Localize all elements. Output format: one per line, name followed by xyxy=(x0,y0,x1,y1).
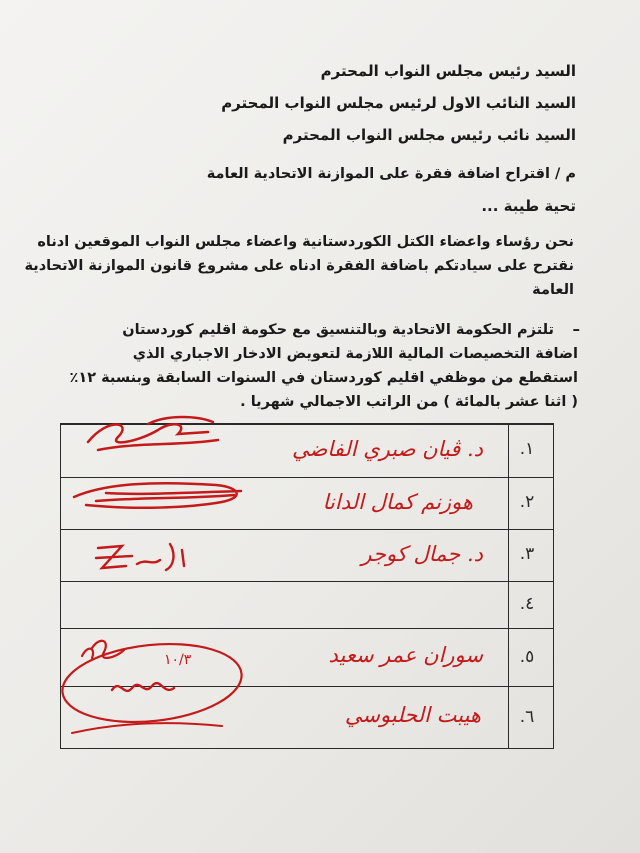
row-number: ٦. xyxy=(519,707,535,727)
row-number: ٢. xyxy=(519,492,535,512)
table-row xyxy=(61,581,553,628)
intro-line-2: نقترح على سيادتكم باضافة الفقرة ادناه على مشروع قانون الموازنة الاتحادية xyxy=(24,258,574,274)
row-number: ٣. xyxy=(519,544,535,564)
address-line-1: السيد رئيس مجلس النواب المحترم xyxy=(320,62,576,80)
row-number: ٤. xyxy=(519,594,535,614)
bullet-dash: – xyxy=(572,320,580,338)
signature-3 xyxy=(92,536,202,580)
clause-line-2: اضافة التخصيصات المالية اللازمة لتعويض الادخار الاجباري الذي xyxy=(132,346,578,362)
signer-name: سوران عمر سعيد xyxy=(328,643,483,667)
clause-line-3: استقطع من موظفي اقليم كوردستان في السنوات السابقة وبنسبة ١٢٪ xyxy=(69,370,578,386)
greeting: تحية طيبة ... xyxy=(481,197,576,215)
clause-line-1: تلتزم الحكومة الاتحادية وبالتنسيق مع حكومة اقليم كوردستان xyxy=(122,322,554,338)
address-line-3: السيد نائب رئيس مجلس النواب المحترم xyxy=(282,126,576,144)
row-number: ١. xyxy=(519,439,535,459)
signer-name: د. ڤيان صبري الفاضي xyxy=(291,437,483,461)
intro-line-1: نحن رؤساء واعضاء الكتل الكوردستانية واعضاء مجلس النواب الموقعين ادناه xyxy=(37,234,574,250)
address-line-2: السيد النائب الاول لرئيس مجلس النواب المحترم xyxy=(221,94,576,112)
stamp-signature xyxy=(52,628,252,748)
signer-name: د. جمال كوجر xyxy=(361,542,483,566)
signature-1 xyxy=(78,412,228,462)
row-number: ٥. xyxy=(519,647,535,667)
stamp-date: ١٠/٣ xyxy=(164,652,192,668)
signature-2 xyxy=(66,475,256,520)
subject-line: م / اقتراح اضافة فقرة على الموازنة الاتحادية العامة xyxy=(206,166,576,182)
signer-name: هيبت الحلبوسي xyxy=(344,703,481,727)
intro-line-3: العامة xyxy=(532,282,574,298)
clause-line-4: ( اثنا عشر بالمائة ) من الراتب الاجمالي شهريا . xyxy=(240,394,578,410)
signer-name: هوزنم كمال الدانا xyxy=(322,490,473,514)
